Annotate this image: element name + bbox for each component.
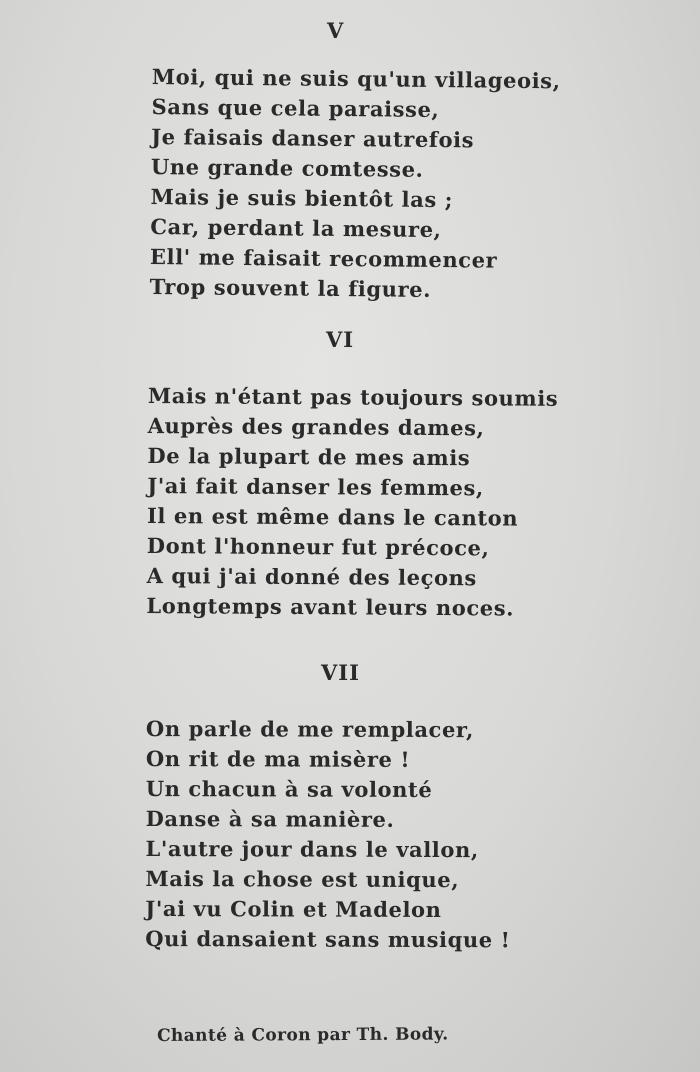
stanza-numeral: VI [326, 327, 355, 352]
stanza-numeral: V [327, 18, 345, 43]
verse-line: A qui j'ai donné des leçons [146, 562, 478, 591]
verse-line: Mais la chose est unique, [145, 865, 460, 893]
verse-line: Mais n'étant pas toujours soumis [147, 382, 559, 411]
verse-line: Il en est même dans le canton [146, 502, 519, 531]
verse-line: Dont l'honneur fut précoce, [146, 532, 490, 561]
verse-line: Qui dansaient sans musique ! [145, 925, 511, 953]
verse-line: Sans que cela paraisse, [151, 93, 440, 123]
verse-line: J'ai fait danser les femmes, [147, 472, 484, 501]
verse-line: Danse à sa manière. [145, 805, 395, 832]
verse-line: Car, perdant la mesure, [150, 213, 442, 243]
verse-line: Mais je suis bientôt las ; [150, 183, 454, 213]
stanza [146, 381, 558, 624]
verse-line: Je faisais danser autrefois [151, 123, 475, 153]
performance-credit: Chanté à Coron par Th. Body. [157, 1024, 449, 1046]
verse-line: L'autre jour dans le vallon, [145, 835, 479, 863]
verse-line: Un chacun à sa volonté [145, 775, 433, 802]
verse-line: Ell' me faisait recommencer [149, 243, 498, 273]
verse-line: Longtemps avant leurs noces. [146, 592, 515, 621]
stanza [145, 714, 511, 955]
verse-line: Auprès des grandes dames, [147, 412, 485, 441]
verse-line: De la plupart de mes amis [147, 442, 471, 471]
verse-line: Trop souvent la figure. [149, 273, 432, 302]
verse-line: J'ai vu Colin et Madelon [145, 895, 442, 923]
stanza [149, 62, 560, 306]
verse-line: Moi, qui ne suis qu'un villageois, [151, 63, 561, 94]
verse-line: On parle de me remplacer, [145, 716, 475, 743]
stanza-numeral: VII [321, 660, 360, 685]
verse-line: Une grande comtesse. [150, 153, 424, 182]
verse-line: On rit de ma misère ! [145, 745, 411, 772]
